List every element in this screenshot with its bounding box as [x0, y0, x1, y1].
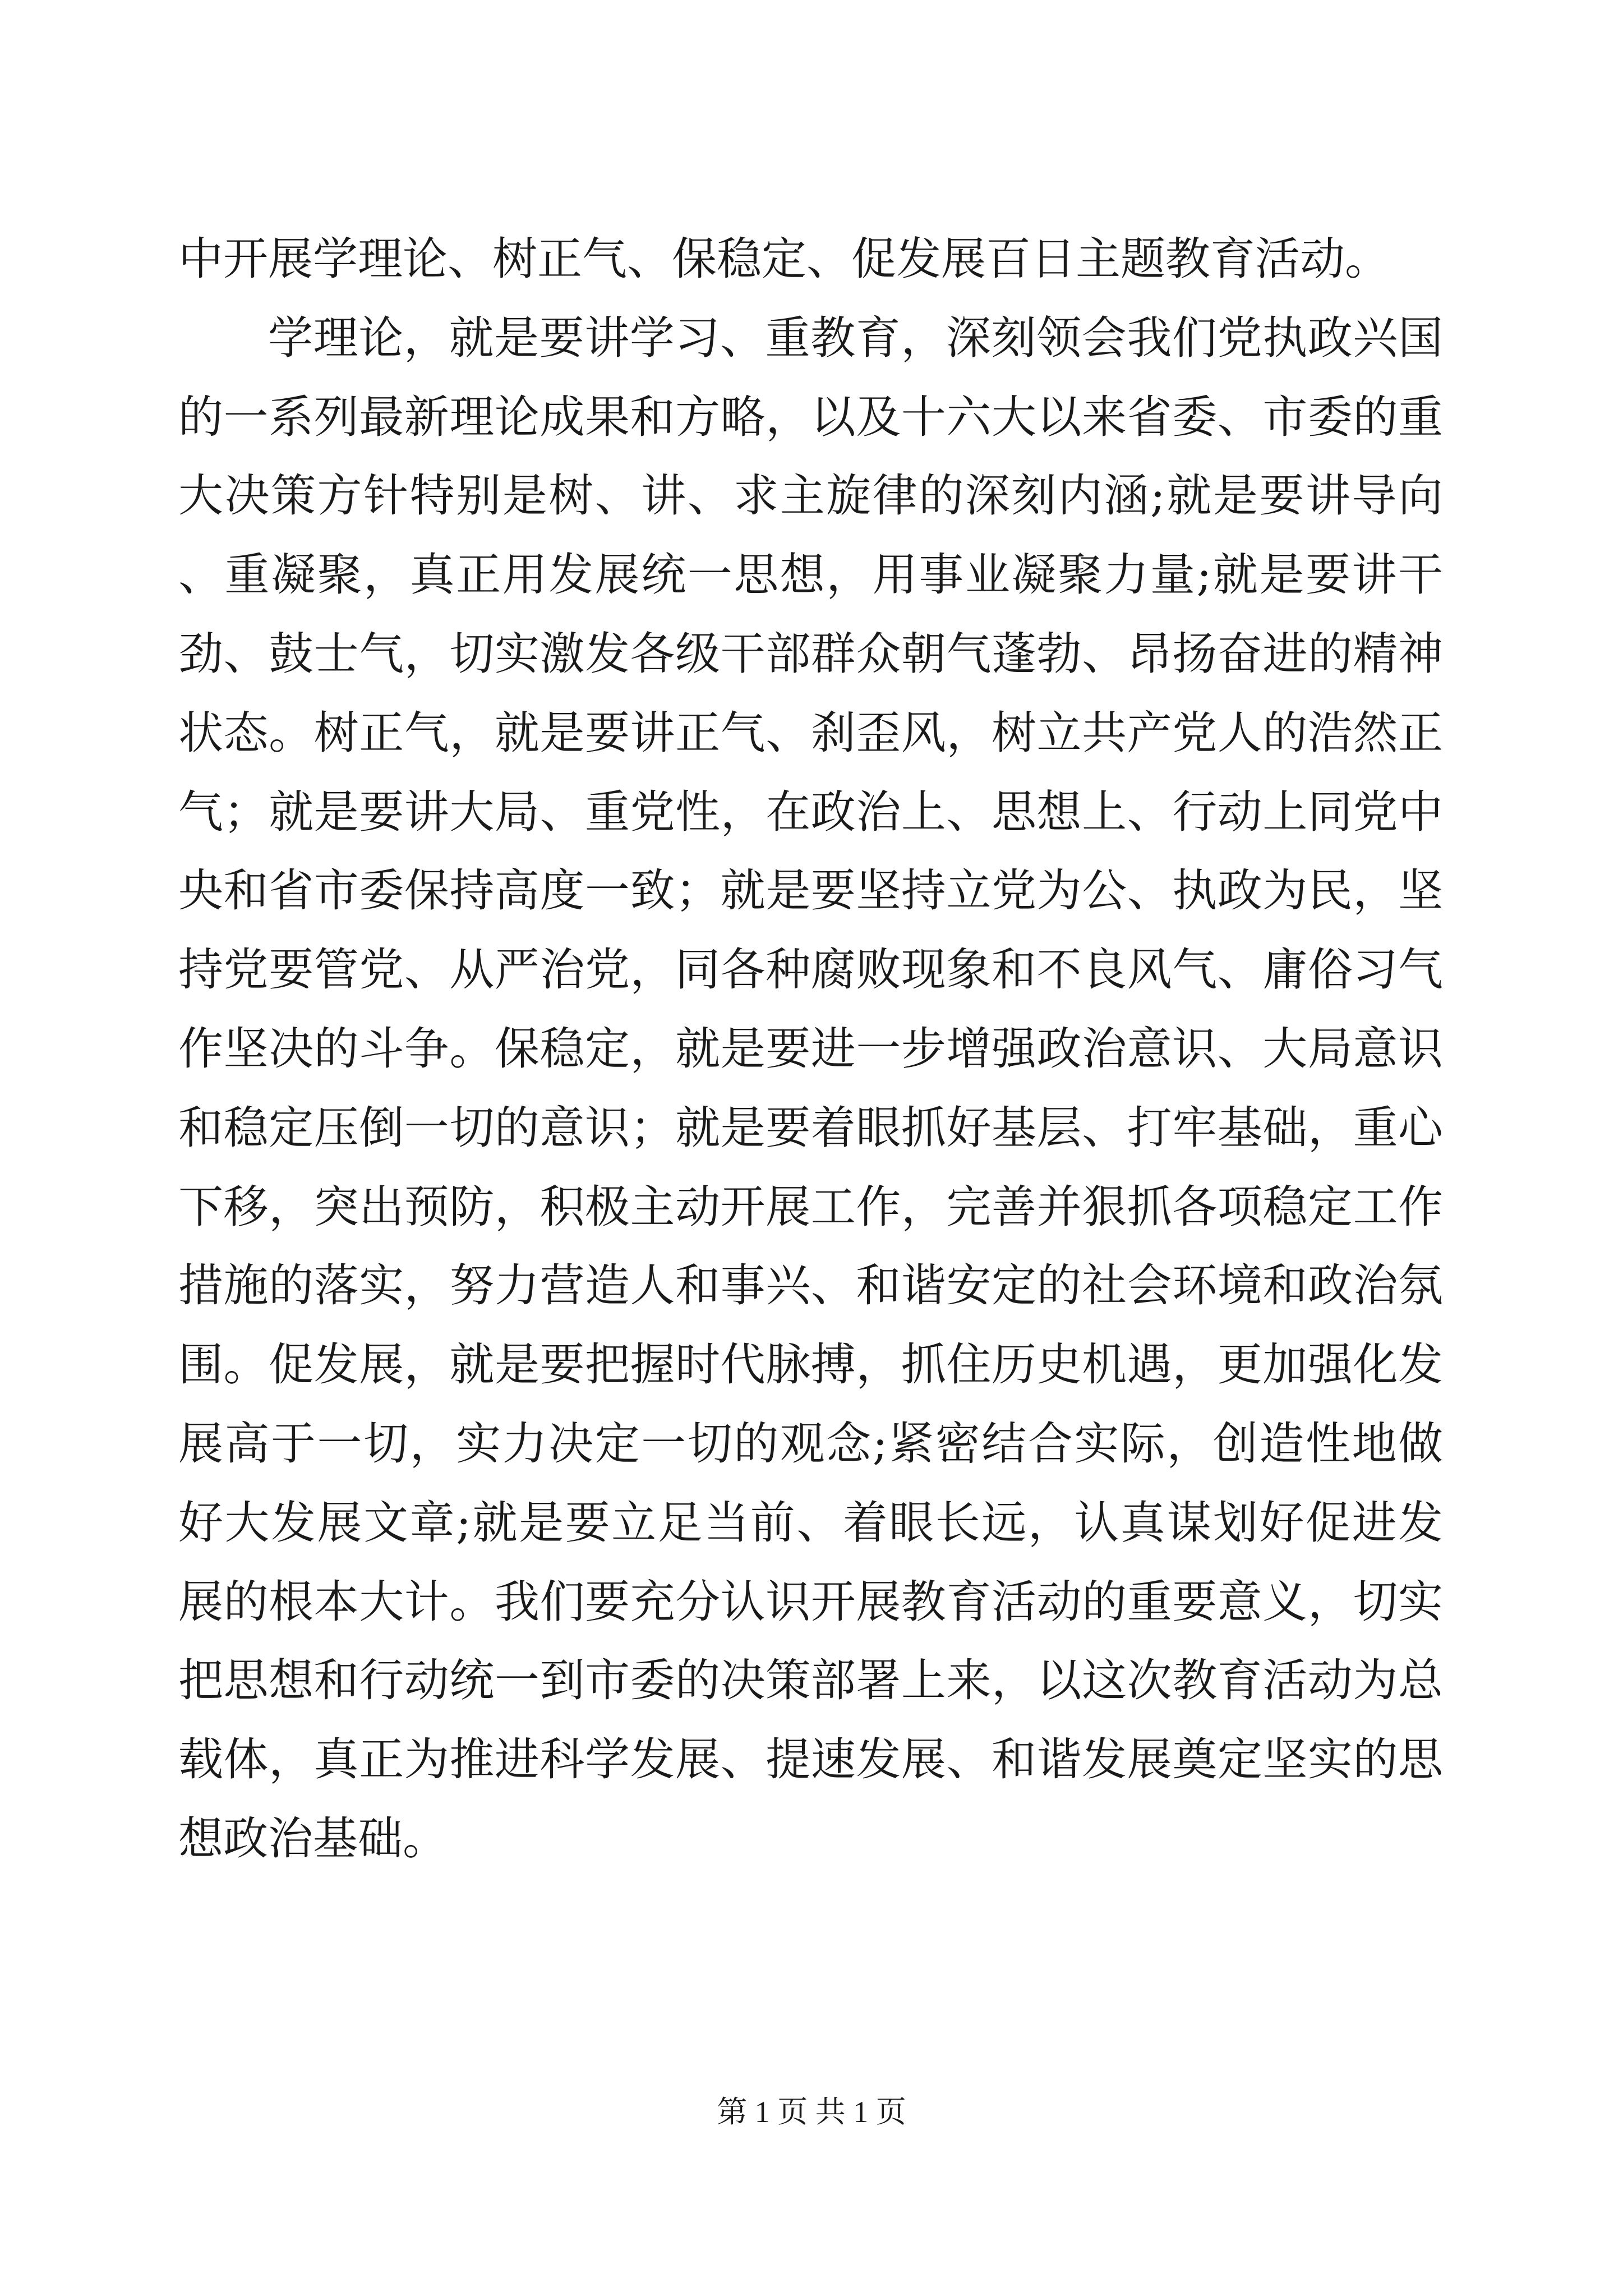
document-body: [178, 220, 1443, 1879]
page-footer: [0, 2092, 1623, 2132]
paragraph-main: 学理论，就是要讲学习、重教育，深刻领会我们党执政兴国的一系列最新理论成果和方略，以及十六大以来省委、市委的重大决策方针特别是树、讲、求主旋律的深刻内涵;就是要讲导向、重凝聚，真正用发展统一思想，用事业凝聚力量;就是要讲干劲、鼓士气，切实激发各级干部群众朝气蓬勃、昂扬奋进的精神状态。树正气，就是要讲正气、刹歪风，树立共产党人的浩然正气；就是要讲大局、重党性，在政治上、思想上、行动上同党中央和省市委保持高度一致；就是要坚持立党为公、执政为民，坚持党要管党、从严治党，同各种腐败现象和不良风气、庸俗习气作坚决的斗争。保稳定，就是要进一步增强政治意识、大局意识和稳定压倒一切的意识；就是要着眼抓好基层、打牢基础，重心下移，突出预防，积极主动开展工作，完善并狠抓各项稳定工作措施的落实，努力营造人和事兴、和谐安定的社会环境和政治氛围。促发展，就是要把握时代脉搏，抓住历史机遇，更加强化发展高于一切，实力决定一切的观念;紧密结合实际，创造性地做好大发展文章;就是要立足当前、着眼长远，认真谋划好促进发展的根本大计。我们要充分认识开展教育活动的重要意义，切实把思想和行动统一到市委的决策部署上来，以这次教育活动为总载体，真正为推进科学发展、提速发展、和谐发展奠定坚实的思想政治基础。: [178, 311, 1443, 1865]
paragraph-continuation: 中开展学理论、树正气、保稳定、促发展百日主题教育活动。: [178, 233, 1390, 285]
page-number-label: 第 1 页 共 1 页: [717, 2095, 906, 2129]
